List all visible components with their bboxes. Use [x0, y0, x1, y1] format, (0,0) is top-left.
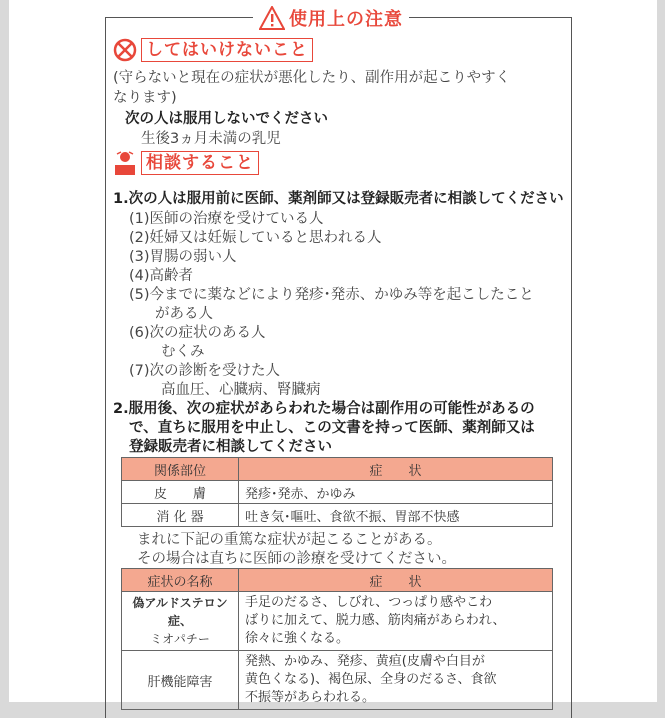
- prohibited-icon: [113, 38, 137, 62]
- table-cell-desc: [239, 592, 553, 651]
- dont-heading: してはいけないこと: [141, 38, 313, 62]
- consult-sub-1: (1)医師の治療を受けている人: [129, 211, 324, 227]
- dont-heading-row: [113, 38, 313, 62]
- consult-heading-row: [113, 150, 259, 176]
- symptom-desc-line1: 発熱、かゆみ、発疹、黄疸(皮膚や白目が: [245, 654, 485, 669]
- page-title: 使用上の注意: [289, 9, 403, 30]
- doctor-icon: [113, 150, 137, 176]
- symptom-desc-line2: 黄色くなる)、褐色尿、全身のだるさ、食欲: [245, 672, 497, 687]
- symptom-name-line2: ミオパチー: [150, 632, 210, 646]
- table-header-row: [122, 458, 553, 481]
- rare-note-line1: まれに下記の重篤な症状が起こることがある。: [137, 532, 442, 548]
- dont-rule-detail: 生後3ヵ月未満の乳児: [141, 131, 281, 147]
- consult-item-2-line1: 2.服用後、次の症状があらわれた場合は副作用の可能性があるの: [113, 401, 535, 417]
- consult-sub-5: (5)今までに薬などにより発疹･発赤、かゆみ等を起こしたこと: [129, 287, 534, 303]
- symptom-desc-line1: 手足のだるさ、しびれ、つっぱり感やこわ: [245, 595, 493, 610]
- table-header-cell: 症 状: [239, 458, 553, 481]
- table-row: [122, 504, 553, 527]
- symptom-desc-line2: ばりに加えて、脱力感、筋肉痛があらわれ、: [245, 613, 506, 628]
- consult-sub-6-detail: むくみ: [161, 344, 205, 360]
- table-cell-part: 皮 膚: [122, 481, 239, 504]
- symptom-desc-line3: 徐々に強くなる。: [245, 631, 350, 646]
- warning-icon: [259, 6, 285, 30]
- side-effect-table: [121, 457, 553, 527]
- consult-sub-3: (3)胃腸の弱い人: [129, 249, 237, 265]
- consult-sub-2: (2)妊婦又は妊娠していると思われる人: [129, 230, 382, 246]
- table-cell-desc: [239, 651, 553, 710]
- consult-sub-5-cont: がある人: [155, 306, 213, 322]
- table-cell-name: [122, 651, 239, 710]
- consult-sub-7-detail: 高血圧、心臓病、腎臓病: [161, 382, 321, 398]
- consult-item-1: 1.次の人は服用前に医師、薬剤師又は登録販売者に相談してください: [113, 191, 564, 207]
- symptom-desc-line3: 不振等があらわれる。: [245, 690, 376, 705]
- table-row: [122, 651, 553, 710]
- table-cell-symptom: 発疹･発赤、かゆみ: [239, 481, 553, 504]
- consult-sub-4: (4)高齢者: [129, 268, 194, 284]
- table-cell-symptom: 吐き気･嘔吐、食欲不振、胃部不快感: [239, 504, 553, 527]
- consult-item-2-line3: 登録販売者に相談してください: [129, 439, 332, 455]
- table-header-row: [122, 569, 553, 592]
- title-block: [253, 5, 409, 31]
- dont-rule: 次の人は服用しないでください: [125, 111, 328, 127]
- table-header-cell: 症状の名称: [122, 569, 239, 592]
- table-cell-part: 消 化 器: [122, 504, 239, 527]
- dont-note-line1: (守らないと現在の症状が悪化したり、副作用が起こりやすく: [113, 70, 511, 86]
- consult-item-2-line2: で、直ちに服用を中止し、この文書を持って医師、薬剤師又は: [129, 420, 535, 436]
- table-row: [122, 592, 553, 651]
- table-header-cell: 症 状: [239, 569, 553, 592]
- consult-heading: 相談すること: [141, 151, 259, 175]
- rare-note-line2: その場合は直ちに医師の診療を受けてください。: [137, 551, 456, 567]
- table-row: [122, 481, 553, 504]
- table-cell-name: [122, 592, 239, 651]
- symptom-name-line1: 偽アルドステロン症、: [132, 596, 228, 628]
- symptom-name-line1: 肝機能障害: [147, 674, 213, 690]
- consult-sub-7: (7)次の診断を受けた人: [129, 363, 281, 379]
- consult-sub-6: (6)次の症状のある人: [129, 325, 266, 341]
- dont-note-line2: なります): [113, 90, 177, 106]
- severe-effect-table: [121, 568, 553, 710]
- document-page: [9, 0, 657, 705]
- table-header-cell: 関係部位: [122, 458, 239, 481]
